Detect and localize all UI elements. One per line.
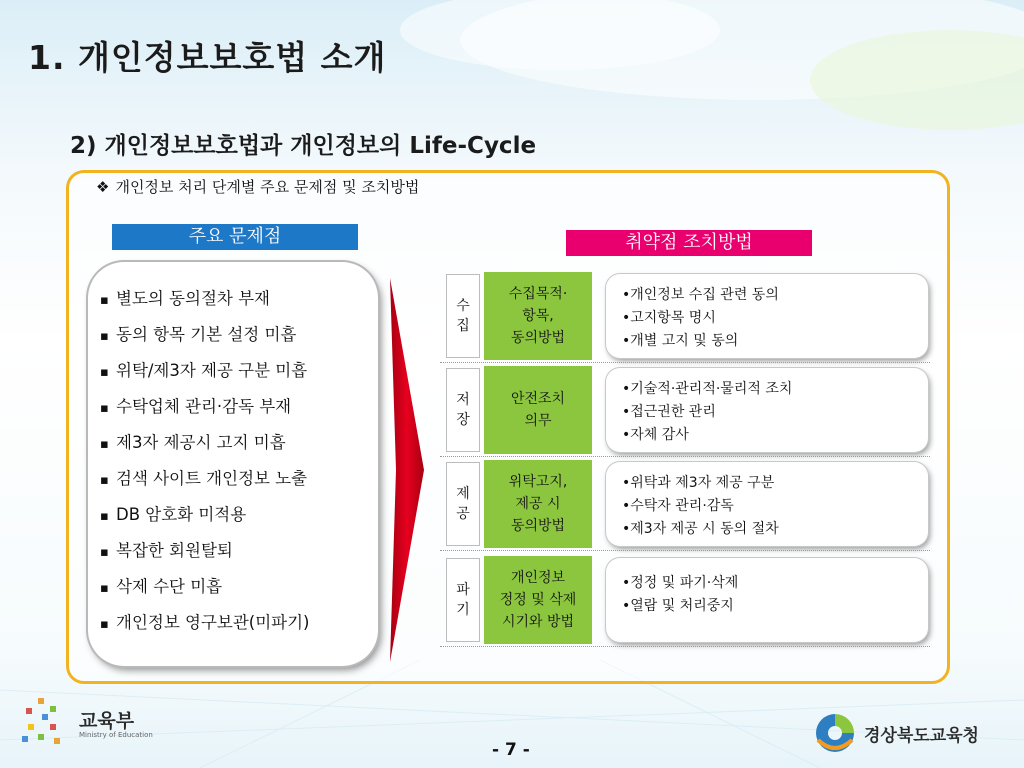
action-item: •자체 감사 [622, 427, 689, 443]
bullet-dot-icon: ▪ [100, 401, 109, 416]
gyeongbuk-education-office-logo [812, 710, 858, 756]
page-number: - 7 - [492, 740, 530, 760]
issue-item [100, 464, 378, 500]
bullet-dot-icon: ▪ [100, 617, 109, 632]
ministry-name: 교육부 [79, 710, 135, 732]
stage-item: 개인정보 정정 및 삭제 시기와 방법 [484, 556, 592, 644]
dotted-divider [440, 646, 930, 647]
bullet-dot-icon: ▪ [100, 437, 109, 452]
issue-item [100, 572, 378, 608]
issue-text: 수탁업체 관리·감독 부재 [116, 397, 292, 416]
issue-item [100, 284, 378, 320]
issues-header: 주요 문제점 [112, 224, 358, 250]
action-item: •개별 고지 및 동의 [622, 333, 739, 349]
bullet-dot-icon: ▪ [100, 473, 109, 488]
stage-item: 수집목적· 항목, 동의방법 [484, 272, 592, 360]
issue-item [100, 500, 378, 536]
page-title: 1. 개인정보보호법 소개 [28, 38, 387, 77]
issue-text: DB 암호화 미적용 [116, 505, 247, 524]
action-item: •제3자 제공 시 동의 절차 [622, 521, 779, 537]
issue-item [100, 392, 378, 428]
stage-label: 제 공 [446, 462, 480, 546]
bullet-heading [96, 176, 419, 197]
stage-label: 저 장 [446, 368, 480, 452]
issue-text: 제3자 제공시 고지 미흡 [116, 433, 286, 452]
issue-text: 복잡한 회원탈퇴 [116, 541, 233, 560]
issue-item [100, 428, 378, 464]
issue-item [100, 536, 378, 572]
issue-text: 개인정보 영구보관(미파기) [116, 613, 310, 632]
stage-actions [606, 462, 928, 546]
issue-item [100, 356, 378, 392]
action-item: •위탁과 제3자 제공 구분 [622, 475, 775, 491]
issues-list [88, 262, 378, 644]
stage-actions [606, 368, 928, 452]
issue-item [100, 608, 378, 644]
dotted-divider [440, 362, 930, 363]
diamond-bullet-icon: ❖ [96, 178, 110, 196]
bullet-dot-icon: ▪ [100, 329, 109, 344]
stage-actions [606, 274, 928, 358]
action-item: •기술적·관리적·물리적 조치 [622, 381, 793, 397]
dotted-divider [440, 550, 930, 551]
bullet-dot-icon: ▪ [100, 545, 109, 560]
stage-item: 안전조치 의무 [484, 366, 592, 454]
issues-panel [88, 262, 378, 666]
issue-item [100, 320, 378, 356]
bullet-dot-icon: ▪ [100, 509, 109, 524]
bullet-heading-text: 개인정보 처리 단계별 주요 문제점 및 조치방법 [115, 178, 420, 196]
bullet-dot-icon: ▪ [100, 293, 109, 308]
ministry-subtitle: Ministry of Education [79, 731, 153, 739]
action-item: •열람 및 처리중지 [622, 598, 734, 614]
action-item: •수탁자 관리·감독 [622, 498, 734, 514]
issue-text: 별도의 동의절차 부재 [116, 289, 270, 308]
action-item: •정정 및 파기·삭제 [622, 575, 739, 591]
stage-label: 파 기 [446, 558, 480, 642]
office-name: 경상북도교육청 [864, 726, 979, 746]
issue-text: 동의 항목 기본 설정 미흡 [116, 325, 297, 344]
issue-text: 삭제 수단 미흡 [116, 577, 223, 596]
issue-text: 위탁/제3자 제공 구분 미흡 [116, 361, 308, 380]
stage-item: 위탁고지, 제공 시 동의방법 [484, 460, 592, 548]
section-subtitle: 2) 개인정보보호법과 개인정보의 Life-Cycle [70, 133, 537, 159]
action-item: •고지항목 명시 [622, 310, 716, 326]
issue-text: 검색 사이트 개인정보 노출 [116, 469, 308, 488]
bullet-dot-icon: ▪ [100, 581, 109, 596]
action-item: •접근권한 관리 [622, 404, 716, 420]
measures-header: 취약점 조치방법 [566, 230, 812, 256]
action-item: •개인정보 수집 관련 동의 [622, 287, 779, 303]
stage-label: 수 집 [446, 274, 480, 358]
dotted-divider [440, 456, 930, 457]
bullet-dot-icon: ▪ [100, 365, 109, 380]
stage-actions [606, 558, 928, 642]
arrow-right-icon [390, 278, 424, 662]
